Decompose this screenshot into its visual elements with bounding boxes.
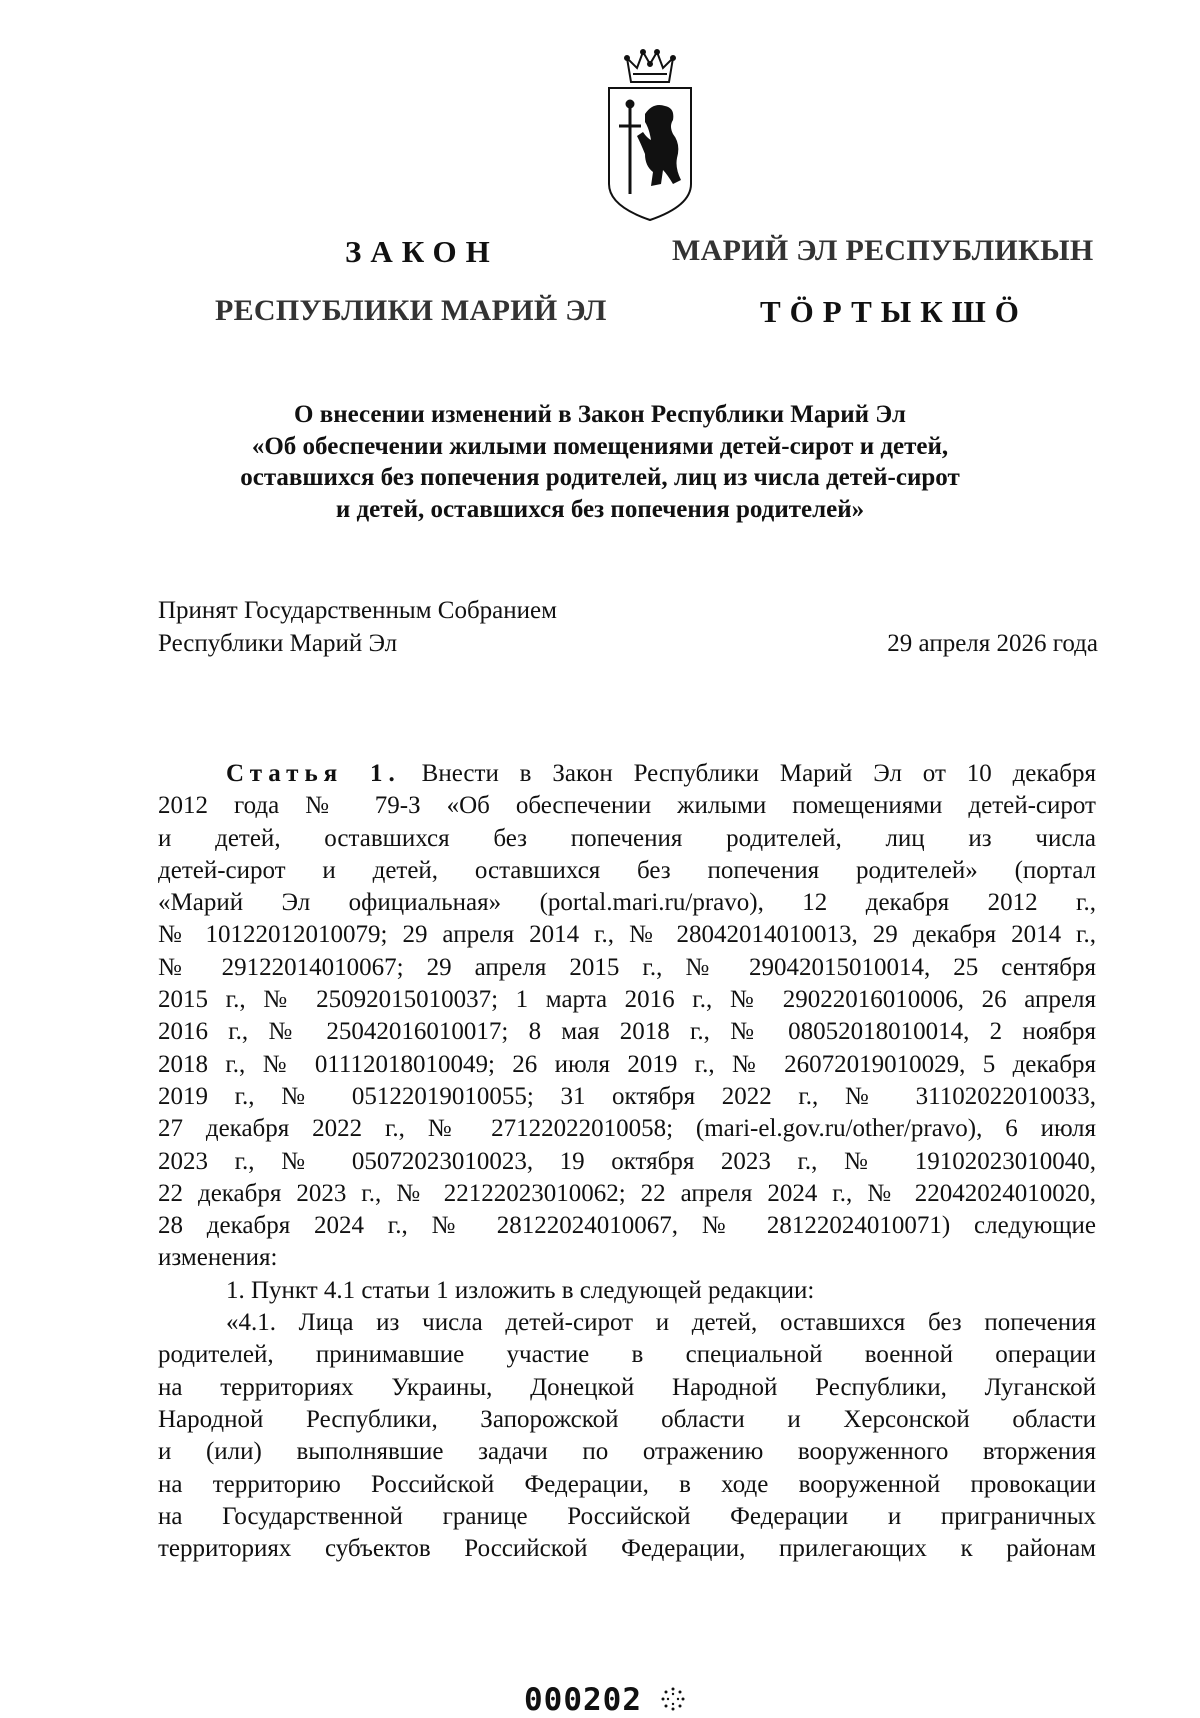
document-serial <box>524 1682 686 1718</box>
article-line: 2016 г., № 25042016010017; 8 мая 2018 г., № 08052018010014, 2 ноября <box>158 1018 1096 1046</box>
article-line: 27 декабря 2022 г., № 27122022010058; (mari-el.gov.ru/other/pravo), 6 июля <box>158 1115 1096 1143</box>
adopted-by-line1: Принят Государственным Собранием <box>158 597 557 624</box>
law-title <box>150 399 1050 526</box>
quote-line: Народной Республики, Запорожской области и Херсонской области <box>158 1405 1096 1433</box>
quote-line: на территориях Украины, Донецкой Народной Республики, Луганской <box>158 1373 1096 1401</box>
coat-of-arms-icon <box>603 44 697 222</box>
article-line: 22 декабря 2023 г., № 22122023010062; 22 апреля 2024 г., № 22042024010020, <box>158 1179 1096 1207</box>
quote-line: родителей, принимавшие участие в специальной военной операции <box>158 1341 1096 1369</box>
article-line: детей-сирот и детей, оставшихся без попечения родителей» (портал <box>158 856 1096 884</box>
republic-name: РЕСПУБЛИКИ МАРИЙ ЭЛ <box>215 294 607 327</box>
title-line: «Об обеспечении жилыми помещениями детей-сирот и детей, <box>251 432 949 460</box>
title-line: оставшихся без попечения родителей, лиц из числа детей-сирот <box>240 464 960 492</box>
article-line: 2012 года № 79-З «Об обеспечении жилыми помещениями детей-сирот <box>158 792 1096 820</box>
crown-icon <box>625 50 675 82</box>
quote-line: на Государственной границе Российской Федерации и приграничных <box>158 1502 1096 1530</box>
quote-line: территориях субъектов Российской Федерации, прилегающих к районам <box>158 1535 1096 1563</box>
article-line: 2019 г., № 05122019010055; 31 октября 2022 г., № 31102022010033, <box>158 1082 1096 1110</box>
quote-line: и (или) выполнявшие задачи по отражению вооруженного вторжения <box>158 1438 1096 1466</box>
article-line: 2018 г., № 01112018010049; 26 июля 2019 г., № 26072019010029, 5 декабря <box>158 1050 1096 1078</box>
article-line: «Марий Эл официальная» (portal.mari.ru/pravo), 12 декабря 2012 г., <box>158 889 1096 917</box>
law-heading-mari: ТӦРТЫКШӦ <box>760 294 1028 329</box>
law-heading: ЗАКОН <box>345 234 499 269</box>
adopted-by-line2: Республики Марий Эл <box>158 630 398 657</box>
article-line: изменения: <box>158 1244 278 1272</box>
republic-name-mari: МАРИЙ ЭЛ РЕСПУБЛИКЫН <box>672 234 1094 267</box>
article-line: и детей, оставшихся без попечения родителей, лиц из числа <box>158 824 1096 852</box>
title-line: и детей, оставшихся без попечения родителей» <box>335 496 865 524</box>
adoption-block <box>158 594 1098 660</box>
article-line: 2015 г., № 25092015010037; 1 марта 2016 г., № 29022016010006, 26 апреля <box>158 986 1096 1014</box>
adoption-date: 29 апреля 2026 года <box>887 630 1098 657</box>
article-heading: Статья 1. <box>226 760 401 787</box>
article-text: Внести в Закон Республики Марий Эл от 10 декабря <box>421 760 1096 787</box>
point-1: 1. Пункт 4.1 статьи 1 изложить в следующей редакции: <box>226 1276 815 1304</box>
article-body <box>158 758 1096 1565</box>
article-line: 28 декабря 2024 г., № 28122024010067, № 28122024010071) следующие <box>158 1212 1096 1240</box>
article-line: 2023 г., № 05072023010023, 19 октября 2023 г., № 19102023010040, <box>158 1147 1096 1175</box>
article-first-line <box>158 758 1096 790</box>
quote-first-line: «4.1. Лица из числа детей-сирот и детей, оставшихся без попечения <box>226 1309 1096 1337</box>
dotted-star-icon <box>660 1686 686 1712</box>
serial-number: 000202 <box>524 1682 642 1718</box>
title-line: О внесении изменений в Закон Республики Марий Эл <box>294 401 906 428</box>
article-line: № 29122014010067; 29 апреля 2015 г., № 29042015010014, 25 сентября <box>158 953 1096 981</box>
quote-line: на территорию Российской Федерации, в ходе вооруженной провокации <box>158 1470 1096 1498</box>
article-line: № 10122012010079; 29 апреля 2014 г., № 28042014010013, 29 декабря 2014 г., <box>158 921 1096 949</box>
